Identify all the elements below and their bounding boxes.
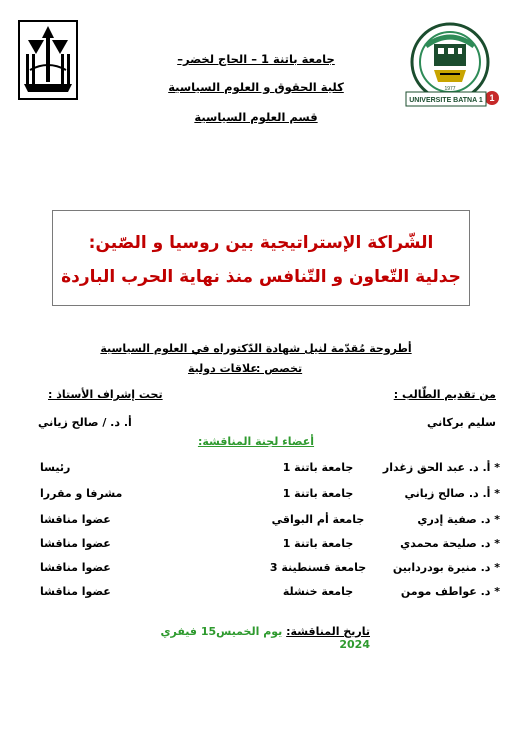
- university-seal-icon: [404, 20, 500, 108]
- jury-row: [30, 537, 500, 555]
- jury-member-name: * د. صليحة محمدي: [400, 537, 500, 550]
- faculty-name: كلية الحقوق و العلوم السياسية: [168, 80, 344, 94]
- svg-text:1: 1: [489, 93, 495, 103]
- jury-member-university: جامعة باتنة 1: [282, 487, 354, 500]
- jury-member-university: جامعة باتنة 1: [282, 537, 354, 550]
- thesis-title-line-2: جدلية التّعاون و التّنافس منذ نهاية الحرب الباردة: [61, 267, 461, 287]
- jury-row: [30, 461, 500, 479]
- jury-member-role: مشرفا و مقررا: [40, 487, 123, 500]
- jury-member-university: جامعة قسنطينة 3: [269, 561, 367, 574]
- jury-member-name: * د. عواطف مومن: [400, 585, 500, 598]
- thesis-description: أطروحة مُقدّمة لنيل شهادة الدّكتوراه في العلوم السياسية: [100, 342, 412, 355]
- university-name: جامعة باتنة 1 – الحاج لخضر–: [177, 52, 335, 66]
- jury-member-name: * د. صفية إدري: [417, 513, 500, 526]
- defense-date-value: يوم الخميس15 فيفري 2024: [160, 625, 370, 651]
- specialty-label: تخصص :: [256, 362, 303, 375]
- jury-member-role: عضوا مناقشا: [40, 513, 111, 526]
- jury-member-university: جامعة باتنة 1: [282, 461, 354, 474]
- thesis-title-box: [52, 210, 470, 306]
- jury-member-role: عضوا مناقشا: [40, 537, 111, 550]
- department-name: قسم العلوم السياسية: [194, 110, 318, 124]
- jury-member-university: جامعة خنشلة: [282, 585, 354, 598]
- faculty-logo: [18, 20, 78, 104]
- defense-date-label: تاريخ المناقشة:: [286, 625, 370, 638]
- supervisor-label: تحت إشراف الأستاذ :: [48, 388, 163, 401]
- jury-member-university: جامعة أم البواقي: [271, 513, 365, 526]
- jury-row: [30, 513, 500, 531]
- jury-member-role: عضوا مناقشا: [40, 561, 111, 574]
- jury-row: [30, 585, 500, 603]
- supervisor-name: أ. د. / صالح زياني: [38, 416, 132, 429]
- jury-member-role: عضوا مناقشا: [40, 585, 111, 598]
- student-label: من تقديم الطّالب :: [393, 388, 496, 401]
- university-logo: [404, 20, 500, 108]
- jury-member-name: * أ. د. صالح زياني: [404, 487, 500, 500]
- faculty-emblem-icon: [18, 20, 78, 104]
- university-year: 1977: [444, 86, 456, 92]
- defense-date: [140, 625, 370, 651]
- student-name: سليم بركاني: [426, 416, 496, 429]
- jury-row: [30, 561, 500, 579]
- jury-member-name: * أ. د. عبد الحق زغدار: [382, 461, 500, 474]
- jury-title: أعضاء لجنة المناقشة:: [197, 435, 315, 448]
- jury-member-name: * د. منيرة بودردابين: [392, 561, 500, 574]
- specialty-value: علاقات دولية: [188, 362, 258, 375]
- thesis-title-line-1: الشّراكة الإستراتيجية بين روسيا و الصّين:: [88, 233, 434, 253]
- jury-member-role: رئيسا: [40, 461, 71, 474]
- jury-row: [30, 487, 500, 505]
- university-caption: UNIVERSITE BATNA 1: [409, 97, 483, 104]
